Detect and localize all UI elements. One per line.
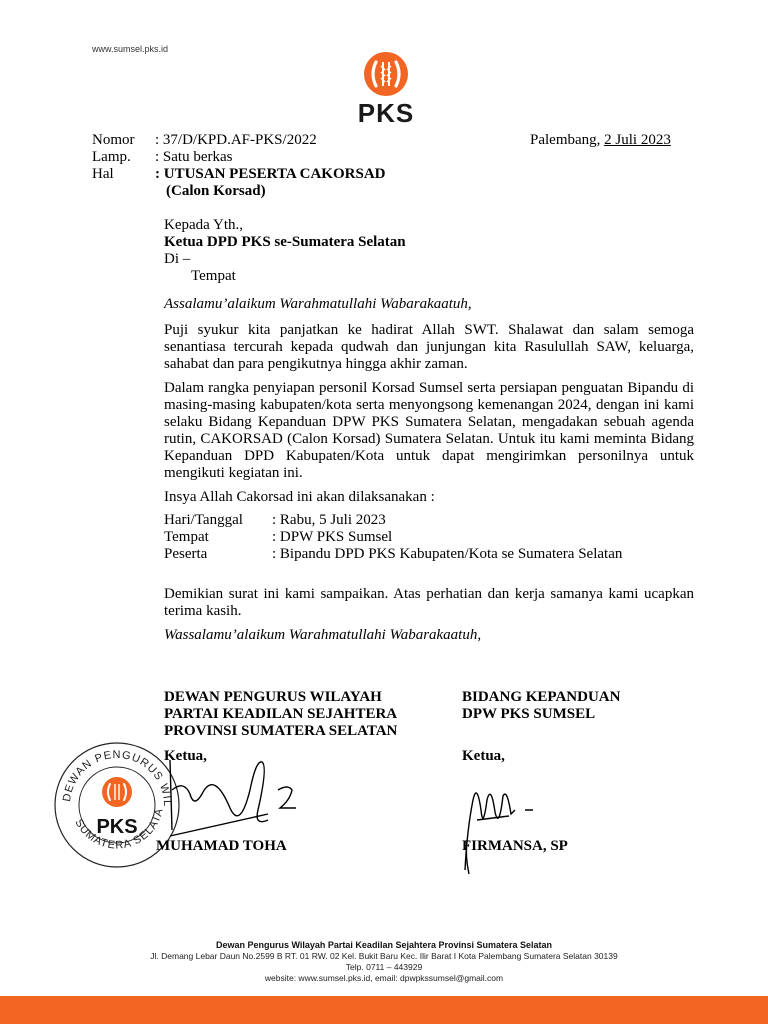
right-org-line1: BIDANG KEPANDUAN: [462, 689, 621, 705]
right-role: Ketua,: [462, 748, 505, 764]
detail-value-1: : DPW PKS Sumsel: [272, 529, 393, 545]
nomor-value: : 37/D/KPD.AF-PKS/2022: [155, 132, 317, 148]
date: 2 Juli 2023: [604, 132, 671, 148]
detail-label-2: Peserta: [164, 546, 208, 562]
website-header: www.sumsel.pks.id: [92, 44, 169, 54]
paragraph-3: Insya Allah Cakorsad ini akan dilaksanakan :: [164, 489, 435, 505]
footer-web: website: www.sumsel.pks.id, email: dpwpkssumsel@gmail.com: [264, 973, 504, 983]
hal-value: : UTUSAN PESERTA CAKORSAD: [155, 166, 386, 182]
recipient-line1: Kepada Yth.,: [164, 217, 243, 233]
greeting: Assalamu’alaikum Warahmatullahi Wabarakaatuh,: [164, 296, 472, 312]
right-signer-name: FIRMANSA, SP: [462, 838, 568, 854]
stamp-text-top: DEWAN PENGURUS WIL: [60, 748, 174, 808]
place-date: [530, 132, 671, 149]
lamp-value: : Satu berkas: [155, 149, 233, 165]
detail-label-1: Tempat: [164, 529, 209, 545]
right-signature: [455, 770, 565, 880]
right-org-line2: DPW PKS SUMSEL: [462, 706, 596, 722]
recipient-line4: Tempat: [191, 268, 236, 284]
recipient-line2: Ketua DPD PKS se-Sumatera Selatan: [164, 234, 406, 250]
detail-value-0: : Rabu, 5 Juli 2023: [272, 512, 386, 528]
detail-value-2: : Bipandu DPD PKS Kabupaten/Kota se Sumatera Selatan: [272, 546, 623, 562]
lamp-label: Lamp.: [92, 149, 131, 165]
left-signature: [150, 750, 310, 845]
left-org-line1: DEWAN PENGURUS WILAYAH: [164, 689, 382, 705]
logo-text: PKS: [357, 98, 415, 128]
place-date-prefix: Palembang,: [530, 132, 605, 148]
recipient-line3: Di –: [164, 251, 191, 267]
paragraph-1: Puji syukur kita panjatkan ke hadirat Allah SWT. Shalawat dan salam semoga senantiasa tercurah kepada qudwah dan junjungan kita Rasulullah SAW, keluarga, sahabat dan para pengikutnya hingga akhir zaman.: [164, 322, 694, 372]
hal-label: Hal: [92, 166, 114, 182]
left-org-line3: PROVINSI SUMATERA SELATAN: [164, 723, 398, 739]
stamp-text-bottom: SUMATERA SELATA: [72, 806, 166, 852]
footer-accent-bar: [0, 996, 768, 1024]
nomor-label: Nomor: [92, 132, 135, 148]
paragraph-4: Demikian surat ini kami sampaikan. Atas perhatian dan kerja samanya kami ucapkan terima kasih.: [164, 586, 694, 619]
stamp-logo-icon: [102, 777, 132, 807]
hal-value-sub: (Calon Korsad): [166, 183, 266, 199]
footer-org: Dewan Pengurus Wilayah Partai Keadilan Sejahtera Provinsi Sumatera Selatan: [215, 940, 553, 950]
footer-address: Jl. Demang Lebar Daun No.2599 B RT. 01 RW. 02 Kel. Bukit Baru Kec. Ilir Barat I Kota Palembang Sumatera Selatan 30139: [150, 951, 618, 961]
paragraph-2: Dalam rangka penyiapan personil Korsad Sumsel serta persiapan penguatan Bipandu di masing-masing kabupaten/kota serta menyongsong kemenangan 2024, dengan ini kami selaku Bidang Kepanduan DPW PKS Sumatera Selatan, mengadakan sebuah agenda rutin, CAKORSAD (Calon Korsad) Sumatera Selatan. Untuk itu kami meminta Bidang Kepanduan DPD Kabupaten/Kota untuk dapat mengirimkan personilnya untuk mengikuti kegiatan ini.: [164, 380, 694, 481]
stamp-center-text: PKS: [96, 816, 138, 838]
left-signer-name: MUHAMAD TOHA: [156, 838, 287, 854]
detail-label-0: Hari/Tanggal: [164, 512, 243, 528]
left-org-line2: PARTAI KEADILAN SEJAHTERA: [164, 706, 398, 722]
left-role: Ketua,: [164, 748, 207, 764]
closing: Wassalamu’alaikum Warahmatullahi Wabarakaatuh,: [164, 627, 482, 643]
footer-phone: Telp. 0711 – 443929: [345, 962, 423, 972]
